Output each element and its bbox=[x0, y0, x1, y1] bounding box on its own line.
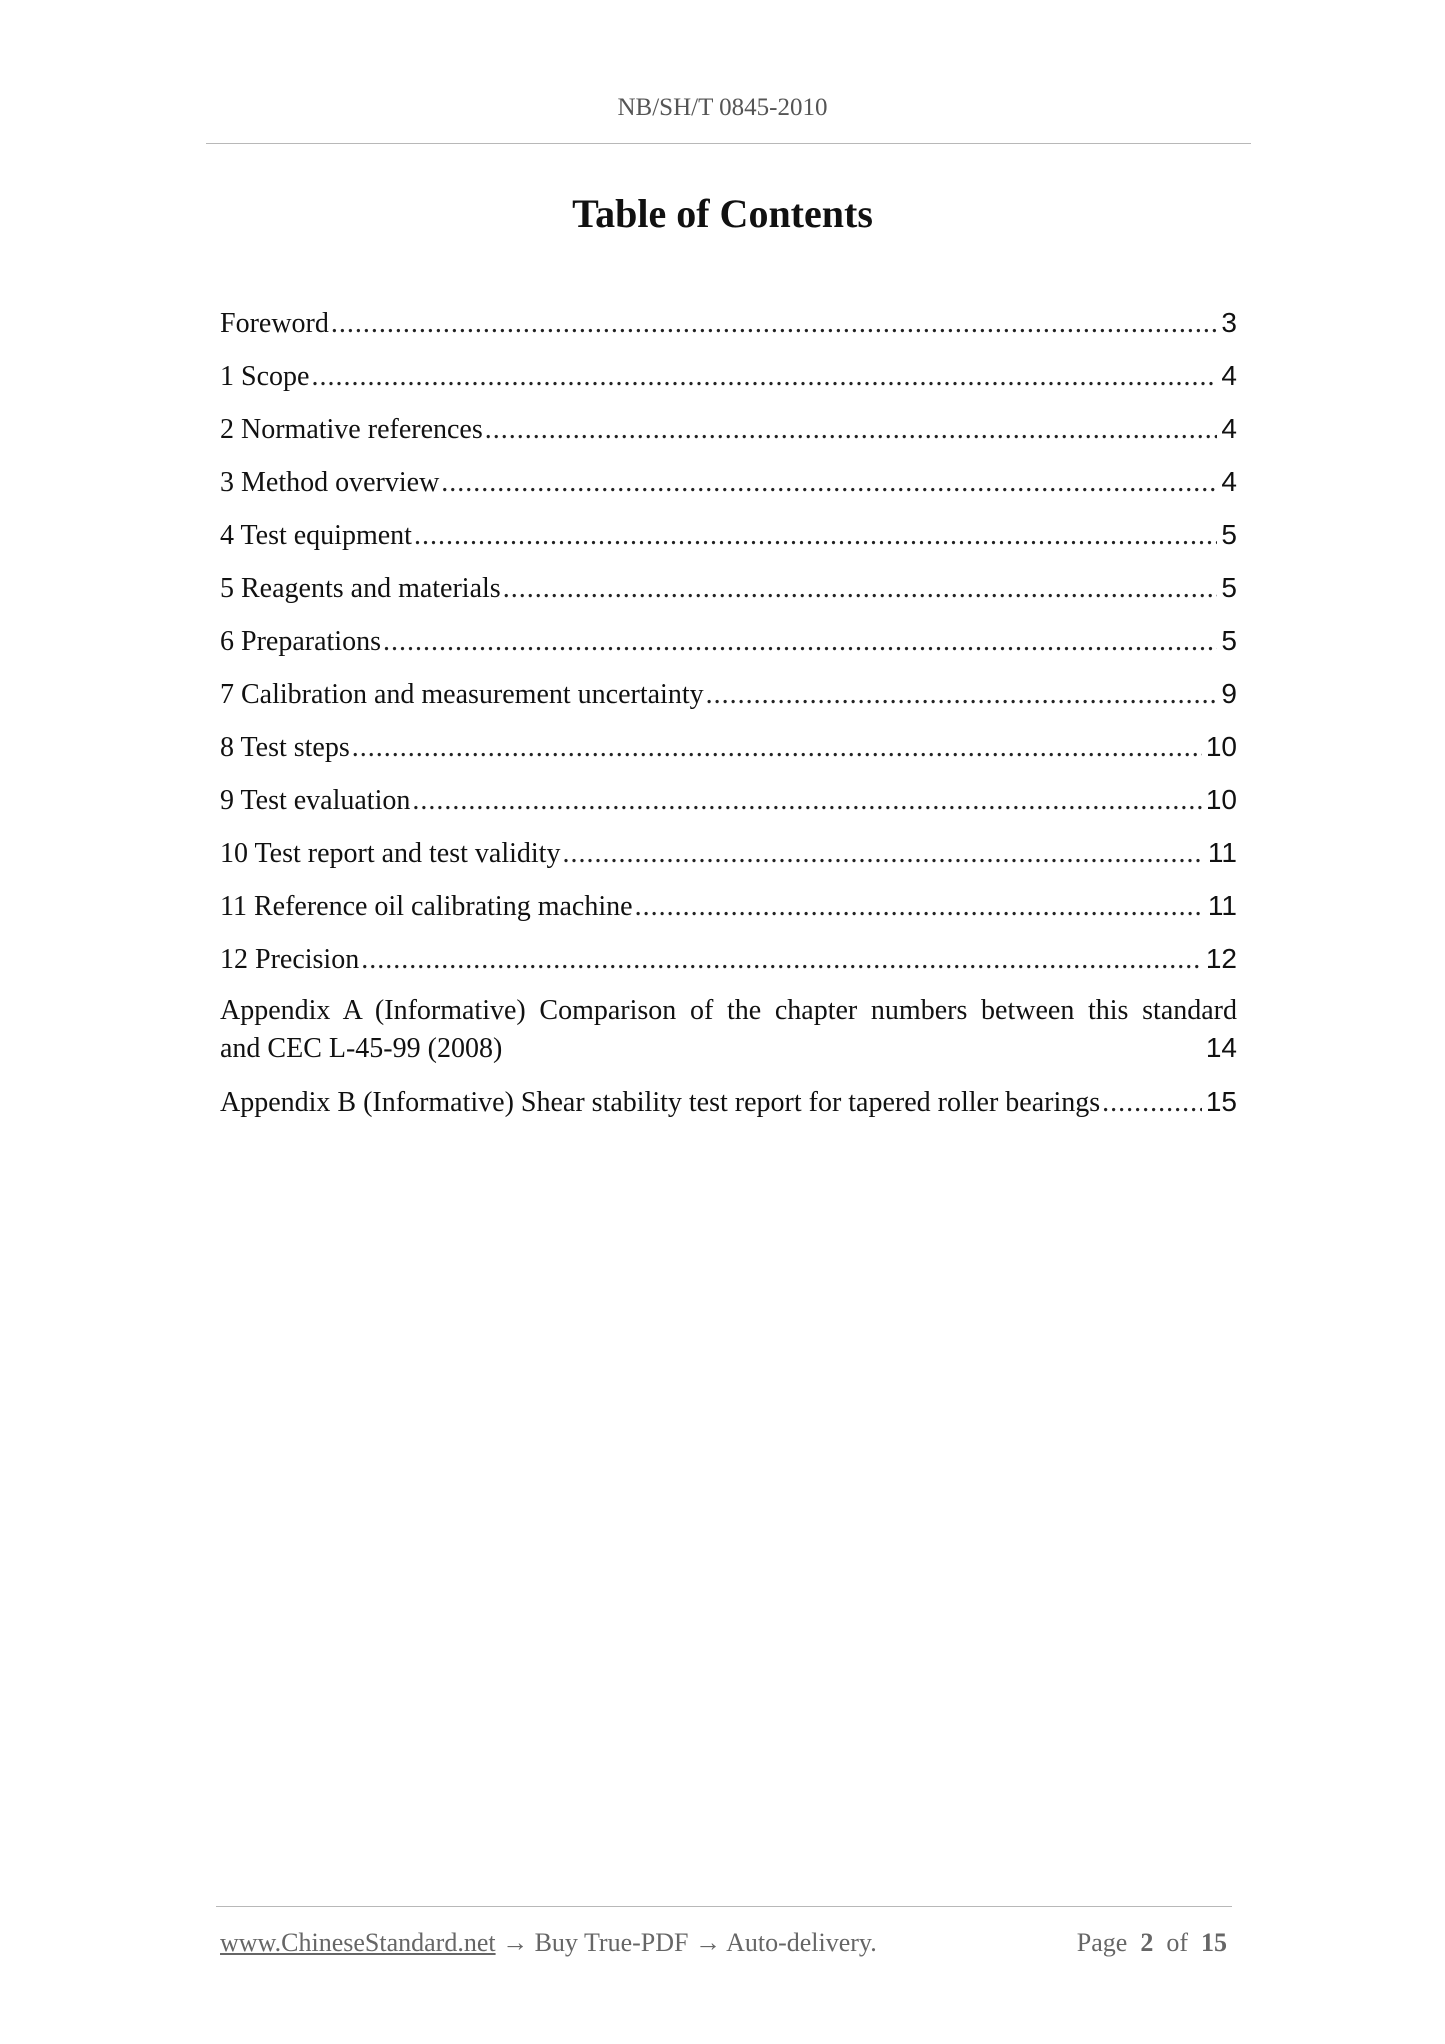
toc-entry-label: 3 Method overview bbox=[220, 467, 440, 498]
toc-entry-page: 5 bbox=[1221, 572, 1237, 603]
toc-entry-test-report[interactable] bbox=[220, 833, 1237, 886]
toc-entry-label: Foreword bbox=[220, 308, 329, 339]
toc-dot-leader bbox=[311, 357, 1217, 397]
toc-entry-method-overview[interactable] bbox=[220, 462, 1237, 515]
toc-entry-page: 11 bbox=[1207, 837, 1237, 868]
toc-entry-reference-oil[interactable] bbox=[220, 886, 1237, 939]
toc-dot-leader bbox=[1102, 1083, 1202, 1123]
toc-entry-page: 4 bbox=[1221, 360, 1237, 391]
toc-entry-page: 4 bbox=[1221, 466, 1237, 497]
toc-dot-leader bbox=[414, 516, 1217, 556]
toc-entry-reagents-materials[interactable] bbox=[220, 568, 1237, 621]
toc-entry-page: 11 bbox=[1207, 890, 1237, 921]
toc-dot-leader bbox=[383, 622, 1217, 662]
buy-true-pdf-text: Buy True-PDF bbox=[534, 1928, 689, 1957]
toc-entry-page: 4 bbox=[1221, 413, 1237, 444]
toc-entry-page: 14 bbox=[1205, 1032, 1237, 1063]
toc-entry-page: 15 bbox=[1205, 1086, 1237, 1117]
toc-entry-appendix-b[interactable] bbox=[220, 1082, 1237, 1135]
header-divider bbox=[206, 143, 1251, 144]
toc-dot-leader bbox=[352, 728, 1202, 768]
toc-entry-page: 10 bbox=[1205, 784, 1237, 815]
toc-dot-leader bbox=[331, 304, 1218, 344]
toc-entry-page: 10 bbox=[1205, 731, 1237, 762]
toc-entry-page: 12 bbox=[1205, 943, 1237, 974]
toc-entry-label: 6 Preparations bbox=[220, 626, 381, 657]
arrow-right-icon: → bbox=[695, 1928, 721, 1957]
toc-entry-test-equipment[interactable] bbox=[220, 515, 1237, 568]
toc-entry-calibration[interactable] bbox=[220, 674, 1237, 727]
toc-entry-continuation bbox=[220, 1029, 1237, 1067]
toc-entry-label: 2 Normative references bbox=[220, 414, 483, 445]
toc-dot-leader bbox=[412, 781, 1201, 821]
of-word: of bbox=[1166, 1928, 1188, 1957]
toc-entry-page: 9 bbox=[1221, 678, 1237, 709]
toc-dot-leader bbox=[706, 675, 1218, 715]
toc-entry-scope[interactable] bbox=[220, 356, 1237, 409]
toc-entry-label: 12 Precision bbox=[220, 944, 360, 975]
document-code-header: NB/SH/T 0845-2010 bbox=[617, 94, 828, 121]
toc-entry-label: 10 Test report and test validity bbox=[220, 838, 561, 869]
auto-delivery-text: Auto-delivery. bbox=[726, 1928, 877, 1957]
toc-dot-leader bbox=[635, 887, 1204, 927]
toc-entry-foreword[interactable] bbox=[220, 303, 1237, 356]
toc-entry-label: 7 Calibration and measurement uncertainty bbox=[220, 679, 704, 710]
toc-entry-precision[interactable] bbox=[220, 939, 1237, 992]
toc-entry-test-evaluation[interactable] bbox=[220, 780, 1237, 833]
toc-entry-label-continued: and CEC L-45-99 (2008) bbox=[220, 1033, 503, 1064]
toc-entry-label: 9 Test evaluation bbox=[220, 785, 411, 816]
page-word: Page bbox=[1076, 1928, 1128, 1957]
toc-entry-page: 5 bbox=[1221, 519, 1237, 550]
total-page-count: 15 bbox=[1201, 1928, 1227, 1957]
toc-dot-leader bbox=[485, 410, 1218, 450]
current-page-number: 2 bbox=[1140, 1928, 1154, 1957]
footer-promo bbox=[220, 1928, 877, 1958]
toc-entry-appendix-a[interactable] bbox=[220, 992, 1237, 1082]
toc-entry-label: 5 Reagents and materials bbox=[220, 573, 501, 604]
toc-entry-label: 4 Test equipment bbox=[220, 520, 412, 551]
toc-dot-leader bbox=[361, 940, 1202, 980]
footer-divider bbox=[216, 1906, 1232, 1907]
arrow-right-icon: → bbox=[502, 1928, 529, 1957]
toc-entry-test-steps[interactable] bbox=[220, 727, 1237, 780]
toc-entry-label: 8 Test steps bbox=[220, 732, 350, 763]
toc-entry-page: 3 bbox=[1221, 307, 1237, 338]
toc-entry-label: 1 Scope bbox=[220, 361, 310, 392]
toc-entry-preparations[interactable] bbox=[220, 621, 1237, 674]
page-title: Table of Contents bbox=[572, 191, 873, 236]
toc-entry-normative-references[interactable] bbox=[220, 409, 1237, 462]
table-of-contents bbox=[220, 303, 1237, 1135]
page-number bbox=[1077, 1928, 1227, 1958]
toc-entry-label: 11 Reference oil calibrating machine bbox=[220, 891, 633, 922]
toc-dot-leader bbox=[503, 569, 1218, 609]
website-link[interactable]: www.ChineseStandard.net bbox=[220, 1928, 496, 1957]
toc-dot-leader bbox=[562, 834, 1203, 874]
toc-dot-leader bbox=[441, 463, 1217, 503]
toc-entry-page: 5 bbox=[1221, 625, 1237, 656]
toc-entry-label: Appendix A (Informative) Comparison of the chapter numbers between this standard bbox=[220, 995, 1237, 1026]
toc-entry-label: Appendix B (Informative) Shear stability test report for tapered roller bearings bbox=[220, 1087, 1101, 1118]
